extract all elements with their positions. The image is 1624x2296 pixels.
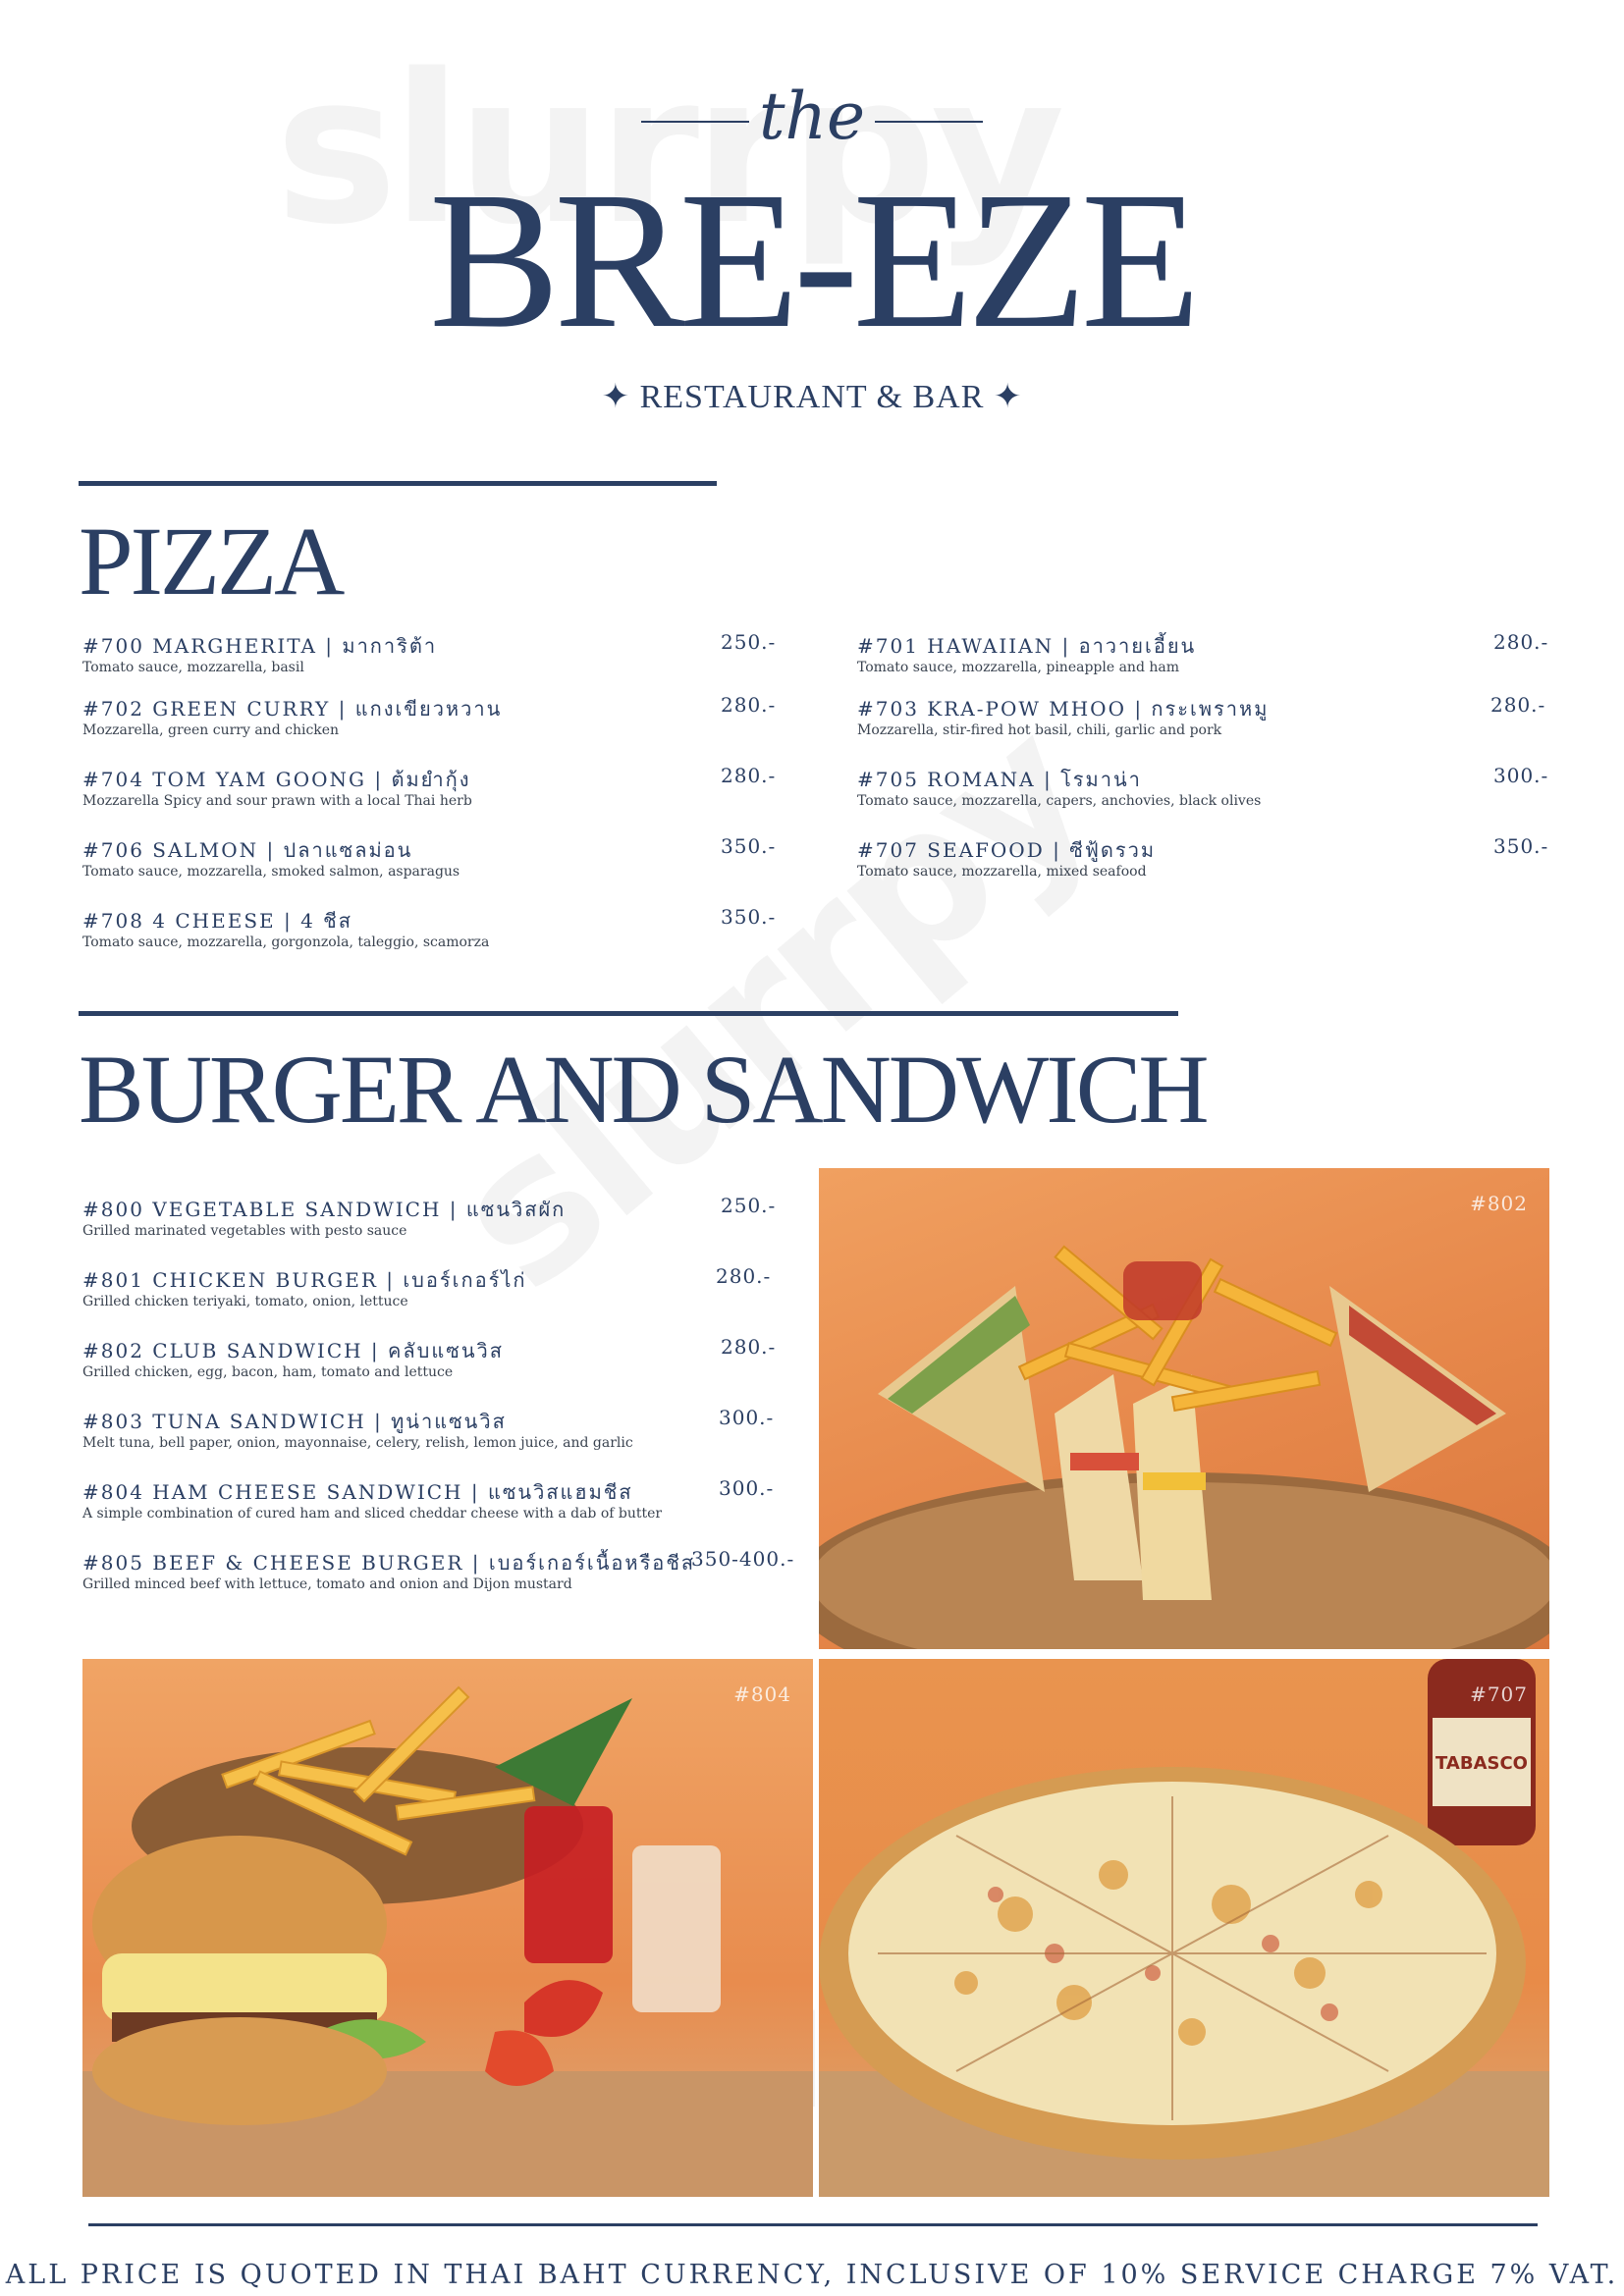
item-price: 350.-: [1493, 834, 1549, 858]
item-name: #703 KRA-POW MHOO | กระเพราหมู: [857, 697, 1270, 721]
item-price: 350-400.-: [691, 1547, 795, 1571]
item-name: #704 TOM YAM GOONG | ต้มยำกุ้ง: [82, 768, 471, 791]
logo-the-text: the: [758, 79, 866, 154]
item-price: 280.-: [716, 1264, 772, 1288]
logo-swoosh-right: [875, 121, 983, 123]
burger-illustration: [82, 1659, 813, 2197]
item-name: #707 SEAFOOD | ซีฟู้ดรวม: [857, 838, 1157, 862]
item-name: #802 CLUB SANDWICH | คลับแซนวิส: [82, 1339, 504, 1362]
item-desc: Tomato sauce, mozzarella, basil: [82, 660, 304, 675]
item-desc: Mozzarella Spicy and sour prawn with a local Thai herb: [82, 793, 472, 809]
item-desc: Mozzarella, green curry and chicken: [82, 722, 340, 738]
item-desc: Mozzarella, stir-fired hot basil, chili, garlic and pork: [857, 722, 1222, 738]
item-price: 280.-: [721, 764, 777, 787]
item-name: #700 MARGHERITA | มาการิต้า: [82, 634, 438, 658]
item-price: 350.-: [721, 834, 777, 858]
item-name: #803 TUNA SANDWICH | ทูน่าแซนวิส: [82, 1410, 507, 1433]
burger-rule: [79, 1011, 1178, 1016]
item-price: 300.-: [719, 1406, 775, 1429]
item-desc: Melt tuna, bell paper, onion, mayonnaise, celery, relish, lemon juice, and garlic: [82, 1435, 633, 1451]
item-price: 280.-: [721, 1335, 777, 1359]
pizza-rule: [79, 481, 717, 486]
logo-title: BRE-EZE: [428, 152, 1196, 369]
item-name: #708 4 CHEESE | 4 ชีส: [82, 909, 352, 933]
item-name: #702 GREEN CURRY | แกงเขียวหวาน: [82, 697, 503, 721]
photo-burger: [82, 1659, 813, 2197]
item-price: 250.-: [721, 1194, 777, 1217]
item-name: #800 VEGETABLE SANDWICH | แซนวิสผัก: [82, 1198, 567, 1221]
item-name: #804 HAM CHEESE SANDWICH | แซนวิสแฮมชีส: [82, 1480, 633, 1504]
tabasco-label: TABASCO: [1435, 1753, 1528, 1774]
item-price: 300.-: [719, 1476, 775, 1500]
item-desc: Grilled chicken, egg, bacon, ham, tomato and lettuce: [82, 1364, 454, 1380]
logo-swoosh-left: [641, 121, 749, 123]
logo-subtitle: ✦ RESTAURANT & BAR ✦: [601, 379, 1023, 415]
item-price: 280.-: [721, 693, 777, 717]
item-price: 280.-: [1493, 630, 1549, 654]
item-desc: Grilled minced beef with lettuce, tomato and onion and Dijon mustard: [82, 1576, 572, 1592]
item-price: 280.-: [1490, 693, 1546, 717]
item-desc: Grilled chicken teriyaki, tomato, onion, lettuce: [82, 1294, 408, 1309]
item-desc: Tomato sauce, mozzarella, capers, anchovies, black olives: [857, 793, 1262, 809]
photo-tag-804: #804: [733, 1682, 791, 1706]
footer-rule: [88, 2223, 1538, 2226]
item-price: 350.-: [721, 905, 777, 929]
club-sandwich-illustration: [819, 1168, 1549, 1649]
pizza-illustration: [819, 1659, 1549, 2197]
item-name: #701 HAWAIIAN | อาวายเอี้ยน: [857, 634, 1197, 658]
item-desc: Tomato sauce, mozzarella, smoked salmon, asparagus: [82, 864, 460, 880]
item-price: 300.-: [1493, 764, 1549, 787]
item-desc: Tomato sauce, mozzarella, pineapple and ham: [857, 660, 1180, 675]
item-desc: Tomato sauce, mozzarella, gorgonzola, taleggio, scamorza: [82, 934, 490, 950]
item-name: #705 ROMANA | โรมาน่า: [857, 768, 1142, 791]
item-name: #801 CHICKEN BURGER | เบอร์เกอร์ไก่: [82, 1268, 527, 1292]
item-name: #805 BEEF & CHEESE BURGER | เบอร์เกอร์เนื้อหรือชีส: [82, 1551, 696, 1575]
item-price: 250.-: [721, 630, 777, 654]
logo-the: [0, 79, 1624, 154]
photo-club-sandwich: [819, 1168, 1549, 1649]
footer-note: ALL PRICE IS QUOTED IN THAI BAHT CURRENCY, INCLUSIVE OF 10% SERVICE CHARGE 7% VAT.: [5, 2260, 1619, 2290]
item-desc: A simple combination of cured ham and sliced cheddar cheese with a dab of butter: [82, 1506, 663, 1522]
item-desc: Grilled marinated vegetables with pesto sauce: [82, 1223, 407, 1239]
pizza-title: PIZZA: [79, 507, 343, 615]
burger-title: BURGER AND SANDWICH: [79, 1035, 1207, 1144]
item-desc: Tomato sauce, mozzarella, mixed seafood: [857, 864, 1147, 880]
item-name: #706 SALMON | ปลาแซลม่อน: [82, 838, 413, 862]
photo-tag-707: #707: [1470, 1682, 1528, 1706]
photo-tag-802: #802: [1470, 1192, 1528, 1215]
photo-seafood-pizza: [819, 1659, 1549, 2197]
